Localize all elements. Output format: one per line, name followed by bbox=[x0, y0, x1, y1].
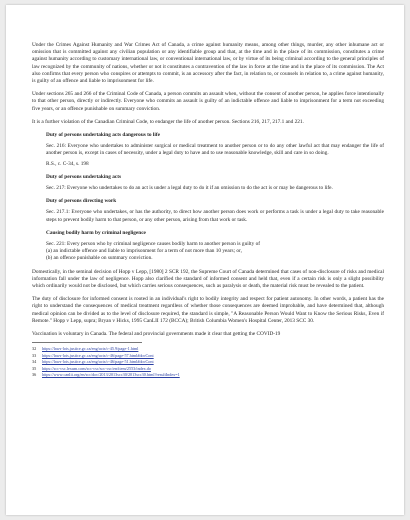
footnote-link[interactable]: https://laws-lois.justice.gc.ca/eng/acts/c-46/page-51.html#docCont bbox=[42, 359, 154, 365]
paragraph-crimes-against-humanity: Under the Crimes Against Humanity and War Crimes Act of Canada, a crime against humanity means, among other things, murder, any other inhumane act or omission that is committed against any civilian population or any identifiable group and that, at the time and in the place of its commission, constitutes a crime against humanity according to customary international law, or conventional international law, or by virtue of its being criminal according to the general principles of law recognized by the community of nations, whether or not it constitutes a contravention of the law in force at the time and in the place of its commission. The Act also confirms that every person who conspires or attempts to commit, is an accessory after the fact, in relation to, or counsels in relation to, a crime against humanity, is guilty of an offence and liable to imprisonment for life. bbox=[32, 42, 384, 85]
document-page bbox=[6, 5, 404, 515]
paragraph-endanger-life: It is a further violation of the Canadian Criminal Code, to endanger the life of another person. Sections 216, 217, 217.1 and 221. bbox=[32, 118, 304, 125]
section-221: Sec. 221: Every person who by criminal negligence causes bodily harm to another person is guilty of bbox=[46, 241, 261, 248]
footnote-number: 35 bbox=[32, 365, 37, 371]
section-221-b: (b) an offence punishable on summary conviction. bbox=[46, 255, 153, 262]
paragraph-assault: Under sections 265 and 266 of the Criminal Code of Canada, a person commits an assault when, without the consent of another person, he applies force intentionally to that other person, directly or indirectly. Everyone who commits an assault is guilty of an indictable offence and liable to imprisonment for a term not exceeding five years, or an offence punishable on summary conviction. bbox=[32, 91, 384, 112]
footnote-number: 34 bbox=[32, 359, 37, 365]
section-216: Sec. 216: Everyone who undertakes to administer surgical or medical treatment to another person or to do any other lawful act that may endanger the life of another person is, except in cases of necessity, under a legal duty to have and to use reasonable knowledge, skill and care in so doing. bbox=[46, 143, 384, 157]
section-217-1: Sec. 217.1: Everyone who undertakes, or has the authority, to direct how another person does work or performs a task is under a legal duty to take reasonable steps to prevent bodily harm to that person, or any other person, arising from that work or task. bbox=[46, 209, 384, 223]
footnote-link[interactable]: https://laws-lois.justice.gc.ca/eng/acts/c-46/page-57.html#docCont bbox=[42, 352, 154, 358]
section-221-a: (a) an indictable offence and liable to imprisonment for a term of not more than 10 years; or, bbox=[46, 248, 242, 255]
footnote-link[interactable]: https://scc-csc.lexum.com/scc-csc/scc-csc/en/item/2553/index.do bbox=[42, 365, 151, 371]
footnote-number: 36 bbox=[32, 371, 37, 377]
footnote-link[interactable]: https://www.canlii.org/en/scc/doc/2013/2013scc30/2013scc30.html?resultIndex=1 bbox=[42, 371, 180, 377]
heading-duty-dangerous-acts: Duty of persons undertaking acts dangerous to life bbox=[46, 132, 160, 139]
heading-criminal-negligence: Causing bodily harm by criminal negligence bbox=[46, 229, 146, 236]
paragraph-hopp-v-lepp: Domestically, in the seminal decision of Hopp v Lepp, [1980] 2 SCR 192, the Supreme Court of Canada determined that cases of non-disclosure of risks and medical information fall under the law of negligence. Hopp also clarified the standard of informed consent and held that, even if a certain risk is only a slight possibility which ordinarily would not be disclosed, but which carries serious consequences, such as paralysis or death, the material risk must be revealed to the patient. bbox=[32, 268, 384, 290]
section-217: Sec. 217: Everyone who undertakes to do an act is under a legal duty to do it if an omission to do the act is or may be dangerous to life. bbox=[46, 185, 333, 192]
footnote bbox=[32, 372, 384, 378]
heading-duty-undertaking-acts: Duty of persons undertaking acts bbox=[46, 173, 122, 180]
footnote-number: 32 bbox=[32, 346, 37, 352]
paragraph-duty-of-disclosure: The duty of disclosure for informed consent is rooted in an individual's right to bodily integrity and respect for patient autonomy. In other words, a patient has the right to understand the consequences of medical treatment regardless of whether those consequences are deemed improbable, and have determined that, although medical opinion can be divided as to the level of disclosure required, the standard is simple, "A Reasonable Person Would Want to Know the Serious Risks, Even if Remote." Hopp v Lepp, supra; Bryan v Hicks, 1995 CanLII 172 (BCCA); British Columbia Women's Hospital Center, 2013 SCC 30. bbox=[32, 296, 384, 324]
revised-statutes-ref: R.S., c. C-34, s. 198 bbox=[46, 160, 89, 167]
heading-duty-directing-work: Duty of persons directing work bbox=[46, 198, 117, 205]
document-body bbox=[32, 42, 384, 378]
footnote-number: 33 bbox=[32, 352, 37, 358]
footnote-link[interactable]: https://laws-lois.justice.gc.ca/eng/acts/c-45.9/page-1.html bbox=[42, 346, 139, 352]
paragraph-vaccination: Vaccination is voluntary in Canada. The federal and provincial governments made it clear that getting the COVID-19 bbox=[32, 331, 281, 338]
